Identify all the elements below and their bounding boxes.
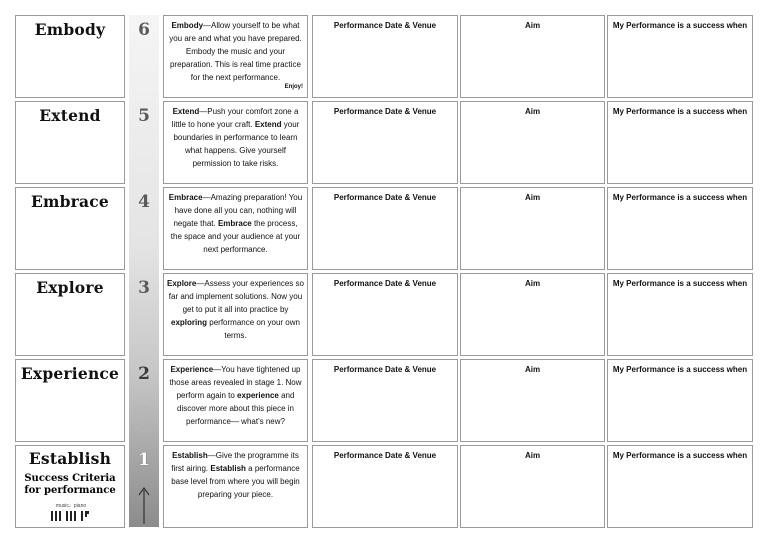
- keyword: exploring: [171, 318, 208, 327]
- keyword: Extend: [254, 120, 282, 129]
- success-cell[interactable]: My Performance is a success when: [607, 101, 753, 184]
- description-text: your boundaries in performance to learn what happens. Give yourself permission to take risks.: [173, 120, 300, 168]
- stage-experience-box: [15, 359, 125, 442]
- stage-description: [163, 15, 308, 98]
- stage-description: [163, 445, 308, 528]
- aim-cell[interactable]: Aim: [460, 273, 605, 356]
- keyword: experience: [237, 391, 279, 400]
- description-text: a performance base level from where you will begin preparing your piece.: [171, 464, 300, 499]
- stage-number: 4: [138, 192, 150, 212]
- venue-cell[interactable]: Performance Date & Venue: [312, 445, 458, 528]
- logo-text: piano: [73, 503, 87, 509]
- keyword: Establish: [172, 451, 208, 460]
- success-cell[interactable]: My Performance is a success when: [607, 359, 753, 442]
- success-cell[interactable]: My Performance is a success when: [607, 15, 753, 98]
- description-text: —Give the programme its first airing.: [171, 451, 299, 473]
- stage-description: [163, 101, 308, 184]
- venue-cell[interactable]: Performance Date & Venue: [312, 359, 458, 442]
- enjoy-label: Enjoy!: [284, 84, 303, 90]
- success-cell[interactable]: My Performance is a success when: [607, 445, 753, 528]
- stage-extend-box: [15, 101, 125, 184]
- description-text: —Allow yourself to be what you are and what you have prepared. Embody the music and your preparation. This is real time practice for the next performance.: [169, 21, 302, 82]
- stage-title: Experience: [20, 364, 120, 383]
- aim-cell[interactable]: Aim: [460, 187, 605, 270]
- description-text: and discover more about this piece in performance— what's new?: [177, 391, 295, 426]
- description-text: —You have tightened up those areas revealed in stage 1. Now perform again to: [169, 365, 302, 400]
- stage-title: Extend: [39, 106, 101, 125]
- stage-title: Explore: [36, 278, 104, 297]
- stage-number: 1: [138, 450, 150, 470]
- stage-description: [163, 359, 308, 442]
- keyword: Embrace: [168, 193, 203, 202]
- keyword: Extend: [172, 107, 200, 116]
- stage-number: 3: [138, 278, 150, 298]
- keyword: Embrace: [217, 219, 252, 228]
- stage-number: 6: [138, 20, 150, 40]
- venue-cell[interactable]: Performance Date & Venue: [312, 101, 458, 184]
- description-text: performance on your own terms.: [207, 318, 300, 340]
- keyword: Explore: [167, 279, 197, 288]
- stage-embrace-box: [15, 187, 125, 270]
- aim-cell[interactable]: Aim: [460, 101, 605, 184]
- music-piano-logo: music♩piano: [46, 503, 96, 525]
- keyword: Experience: [170, 365, 214, 374]
- keyword: Establish: [210, 464, 246, 473]
- venue-cell[interactable]: Performance Date & Venue: [312, 187, 458, 270]
- stage-establish-box: [15, 445, 125, 528]
- success-cell[interactable]: My Performance is a success when: [607, 273, 753, 356]
- stage-title: Embrace: [31, 192, 109, 211]
- venue-cell[interactable]: Performance Date & Venue: [312, 15, 458, 98]
- stage-description: [163, 273, 308, 356]
- keyword: Embody: [171, 21, 204, 30]
- description-text: —Amazing preparation! You have done all you can, nothing will negate that.: [173, 193, 303, 228]
- stage-title: Establish: [28, 449, 112, 468]
- arrow-up-icon: [136, 485, 152, 525]
- aim-cell[interactable]: Aim: [460, 445, 605, 528]
- stage-description: [163, 187, 308, 270]
- stage-embody-box: [15, 15, 125, 98]
- piano-keys-icon: [47, 510, 95, 522]
- description-text: —Push your comfort zone a little to hone your craft.: [171, 107, 299, 129]
- venue-cell[interactable]: Performance Date & Venue: [312, 273, 458, 356]
- description-text: —Assess your experiences so far and implement solutions. Now you get to put it all into practice by: [168, 279, 304, 314]
- aim-cell[interactable]: Aim: [460, 359, 605, 442]
- logo-text: music: [55, 503, 69, 509]
- stage-number: 5: [138, 106, 150, 126]
- stage-explore-box: [15, 273, 125, 356]
- aim-cell[interactable]: Aim: [460, 15, 605, 98]
- stage-number: 2: [138, 364, 150, 384]
- description-text: the process, the space and your audience at your next performance.: [170, 219, 301, 254]
- success-criteria-subtitle: Success Criteria for performance: [24, 473, 116, 496]
- music-piano-watermark: [130, 395, 158, 435]
- stage-title: Embody: [34, 20, 106, 39]
- success-cell[interactable]: My Performance is a success when: [607, 187, 753, 270]
